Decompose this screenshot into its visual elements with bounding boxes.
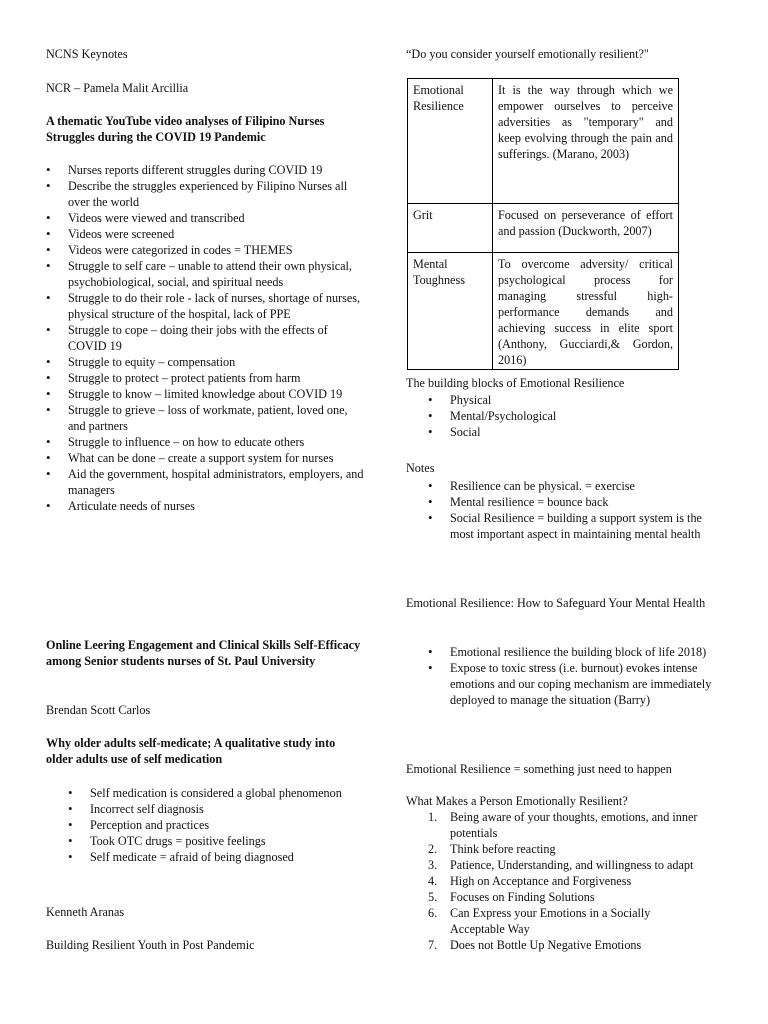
list-item: • Self medication is considered a global phenomenon [68,785,348,801]
heading-self-medicate: Why older adults self-medicate; A qualitative study into older adults use of self medication [46,736,336,766]
list-item [406,937,706,953]
list-item: • Struggle to grieve – loss of workmate, patient, loved one, and partners [46,402,364,434]
list-item: • Struggle to self care – unable to attend their own physical, psychobiological, social, and spiritual needs [46,258,364,290]
list-item: • Describe the struggles experienced by Filipino Nurses all over the world [46,178,364,210]
table-cell-term: Emotional Resilience [408,79,493,204]
list-item: • Expose to toxic stress (i.e. burnout) evokes intense emotions and our coping mechanism are immediately deployed to manage the situation (Barry) [428,660,720,708]
list-text: Does not Bottle Up Negative Emotions [450,938,642,952]
list-text: High on Acceptance and Forgiveness [450,874,632,888]
list-item: • Incorrect self diagnosis [68,801,348,817]
list-number: 7. [428,938,438,952]
list-text: Patience, Understanding, and willingness to adapt [450,858,694,872]
list-item: • Mental resilience = bounce back [428,494,720,510]
list-item: • Aid the government, hospital administrators, employers, and managers [46,466,364,498]
presenter-kenneth: Kenneth Aranas [46,905,125,919]
topic-resilient-youth: Building Resilient Youth in Post Pandemic [46,938,255,952]
table-cell-term: Grit [408,204,493,253]
list-number: 3. [428,858,438,872]
list-item: • Resilience can be physical. = exercise [428,478,720,494]
heading-online-learning: Online Leering Engagement and Clinical Skills Self-Efficacy among Senior students nurses of St. Paul University [46,638,361,668]
list-item [406,841,706,857]
list-text: Can Express your Emotions in a Socially Acceptable Way [450,906,651,936]
table-cell-term: Mental Toughness [408,253,493,370]
list-item [406,889,706,905]
list-item: • Social Resilience = building a support system is the most important aspect in maintaining mental health [428,510,720,542]
list-item: • Struggle to influence – on how to educate others [46,434,364,450]
safeguard-heading: Emotional Resilience: How to Safeguard Your Mental Health [406,596,706,610]
building-blocks-list [428,392,718,440]
list-item: • Articulate needs of nurses [46,498,364,514]
struggles-list [46,162,364,514]
list-item: • Struggle to do their role - lack of nurses, shortage of nurses, physical structure of the hospital, lack of PPE [46,290,364,322]
table-row [408,79,679,204]
list-item: • Videos were viewed and transcribed [46,210,364,226]
list-text: Think before reacting [450,842,556,856]
list-item: • What can be done – create a support system for nurses [46,450,364,466]
list-item: • Took OTC drugs = positive feelings [68,833,348,849]
list-item: • Social [428,424,718,440]
list-number: 2. [428,842,438,856]
list-number: 5. [428,890,438,904]
list-item: • Mental/Psychological [428,408,718,424]
list-item: • Struggle to equity – compensation [46,354,364,370]
list-item: • Self medicate = afraid of being diagnosed [68,849,348,865]
table-cell-definition: To overcome adversity/ critical psychological process for managing stressful high-performance demands and achieving success in elite sport (Anthony, Gucciardi,& Gordon, 2016) [493,253,679,370]
notes-list [428,478,720,542]
resilience-definitions-table [407,78,679,370]
heading-thematic-analysis: A thematic YouTube video analyses of Filipino Nurses Struggles during the COVID 19 Pandemic [46,114,325,144]
table-row [408,253,679,370]
list-item: • Struggle to know – limited knowledge about COVID 19 [46,386,364,402]
list-item [406,905,706,937]
notes-heading: Notes [406,461,435,475]
list-item: • Nurses reports different struggles during COVID 19 [46,162,364,178]
list-item: • Emotional resilience the building block of life 2018) [428,644,720,660]
list-text: Being aware of your thoughts, emotions, and inner potentials [450,810,698,840]
list-number: 4. [428,874,438,888]
table-cell-definition: Focused on perseverance of effort and passion (Duckworth, 2007) [493,204,679,253]
presenter-ncr: NCR – Pamela Malit Arcillia [46,81,189,95]
list-item: • Struggle to cope – doing their jobs with the effects of COVID 19 [46,322,364,354]
list-item: • Videos were screened [46,226,364,242]
list-number: 6. [428,906,438,920]
list-item: • Videos were categorized in codes = THEMES [46,242,364,258]
happen-line: Emotional Resilience = something just need to happen [406,762,672,776]
list-item: • Physical [428,392,718,408]
list-item: • Struggle to protect – protect patients from harm [46,370,364,386]
safeguard-list [428,644,720,708]
list-text: Focuses on Finding Solutions [450,890,595,904]
resilient-traits-list [406,809,706,953]
table-cell-definition: It is the way through which we empower ourselves to perceive adversities as "temporary" and keep evolving through the pain and sufferings. (Marano, 2003) [493,79,679,204]
resilience-question: “Do you consider yourself emotionally resilient?" [406,47,649,61]
table-row [408,204,679,253]
list-item [406,873,706,889]
makes-resilient-heading: What Makes a Person Emotionally Resilient? [406,794,628,808]
building-blocks-heading: The building blocks of Emotional Resilience [406,376,625,390]
list-item: • Perception and practices [68,817,348,833]
presenter-brendan: Brendan Scott Carlos [46,703,151,717]
list-item [406,857,706,873]
list-number: 1. [428,810,438,824]
list-item [406,809,706,841]
document-title: NCNS Keynotes [46,47,128,61]
self-medication-list [68,785,348,865]
